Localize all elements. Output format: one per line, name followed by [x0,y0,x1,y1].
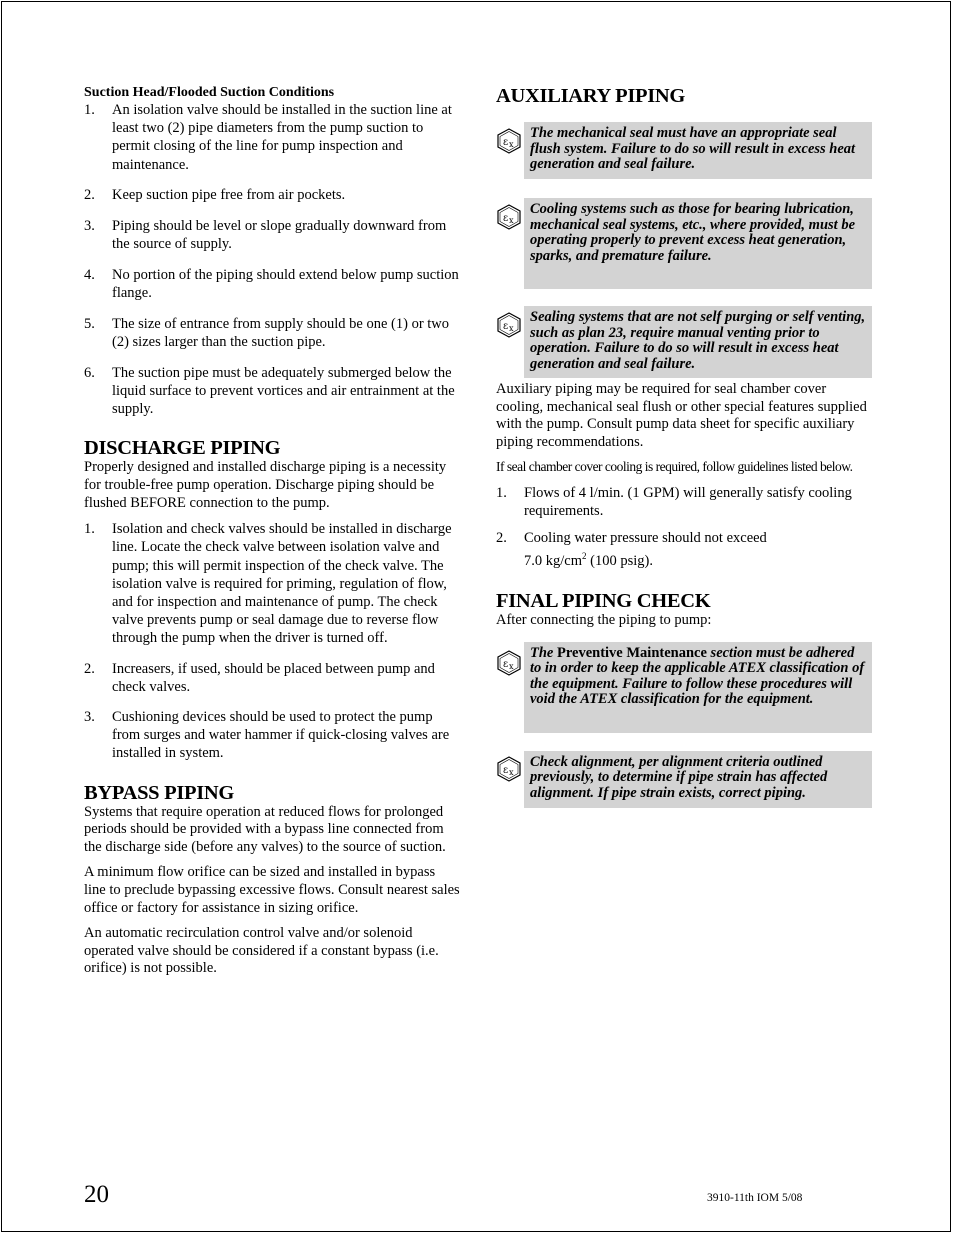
aux-paragraph: Auxiliary piping may be required for seal chamber cover cooling, mechanical seal flush or other special features supplied with the pump. Consult pump data sheet for specific auxiliary piping recommendations. [496,381,867,450]
bypass-paragraph: An automatic recirculation control valve and/or solenoid operated valve should be considered if a constant bypass (i.e. orifice) is not possible. [84,925,439,977]
list-item: 5. The size of entrance from supply should be one (1) or two (2) sizes larger than the suction pipe. [84,315,450,351]
page-number: 20 [84,1181,109,1208]
atex-ex-hexagon-icon [496,128,522,154]
list-item: 6. The suction pipe must be adequately submerged below the liquid surface to prevent vortices and air entrainment at the supply. [84,364,455,418]
discharge-heading: DISCHARGE PIPING [84,437,281,460]
svg-text:ε: ε [503,658,509,670]
list-item: 4. No portion of the piping should extend below pump suction flange. [84,266,459,302]
list-item: 3. Piping should be level or slope gradually downward from the source of supply. [84,218,447,253]
svg-text:x: x [509,324,514,333]
warning-text: Sealing systems that are not self purging or self venting, such as plan 23, require manual venting prior to operation. Failure to do so will result in excess heat generation and seal failure. [524,306,872,378]
warning-text: Cooling systems such as those for bearing lubrication, mechanical seal systems, etc., where provided, must be operating properly to prevent excess heat generation, sparks, and premature failure. [524,198,872,289]
document-code: 3910-11th IOM 5/08 [707,1192,803,1204]
list-item: 2. Increasers, if used, should be placed between pump and check valves. [84,660,435,695]
atex-warning [496,751,872,808]
discharge-intro: Properly designed and installed discharge piping is a necessity for trouble-free pump operation. Discharge piping should be flushed BEFORE connection to the pump. [84,459,447,511]
svg-text:x: x [509,140,514,149]
list-item: 1. An isolation valve should be installed in the suction line at least two (2) pipe diameters from the pump suction to permit closing of the line for pump inspection and maintenance. [84,102,452,173]
atex-warning [496,198,872,289]
right-column [496,84,872,808]
atex-ex-hexagon-icon [496,312,522,338]
left-column [84,84,460,978]
list-item: 1. Isolation and check valves should be installed in discharge line. Locate the check valve between isolation valve and pump; this will permit inspection of the check valve. The isolation valve is required for priming, regulation of flow, and for inspection and maintenance of pump. The check valve prevents pump or seal damage due to reverse flow through the pump when the driver is turned off. [84,521,452,647]
svg-text:ε: ε [503,321,509,332]
svg-text:x: x [509,661,514,671]
warning-text: The Preventive Maintenance section must be adhered to in order to keep the applicable ATEX classification of the equipment. Failure to follow these procedures will void the ATEX classification for the equipment. [524,642,872,733]
warning-text: The mechanical seal must have an appropriate seal flush system. Failure to do so will result in excess heat generation and seal failure. [524,122,872,179]
bypass-paragraph: Systems that require operation at reduced flows for prolonged periods should be provided with a bypass line connected from the discharge side (before any valves) to the source of suction. [84,803,446,855]
list-item: 1. Flows of 4 l/min. (1 GPM) will generally satisfy cooling requirements. [496,484,852,519]
final-intro: After connecting the piping to pump: [496,612,712,629]
bypass-paragraph: A minimum flow orifice can be sized and installed in bypass line to preclude bypassing excessive flows. Consult nearest sales office or factory for assistance in sizing orifice. [84,864,460,916]
bypass-heading: BYPASS PIPING [84,781,235,804]
list-item: 2. Cooling water pressure should not exceed 7.0 $kg/cm^2$ (100 psig). [496,529,767,570]
suction-heading: Suction Head/Flooded Suction Conditions [84,85,335,100]
svg-text:ε: ε [503,764,509,776]
atex-ex-hexagon-icon [496,204,522,230]
svg-text:x: x [509,767,514,777]
auxiliary-heading: AUXILIARY PIPING [496,85,686,107]
warning-text: Check alignment, per alignment criteria outlined previously, to determine if pipe strain has affected alignment. If pipe strain exists, correct piping. [524,751,872,808]
atex-warning [496,642,872,733]
atex-ex-hexagon-icon [496,756,522,782]
svg-text:ε: ε [503,137,509,148]
aux-note: If seal chamber cover cooling is required, follow guidelines listed below. [496,459,853,475]
list-item: 2. Keep suction pipe free from air pockets. [84,187,346,204]
atex-ex-hexagon-icon [496,650,522,676]
atex-warning [496,306,872,378]
list-item: 3. Cushioning devices should be used to protect the pump from surges and water hammer if quick-closing valves are installed in system. [84,708,450,762]
svg-text:x: x [509,216,514,225]
svg-text:ε: ε [503,213,509,224]
final-heading: FINAL PIPING CHECK [496,590,711,613]
atex-warning [496,122,872,179]
